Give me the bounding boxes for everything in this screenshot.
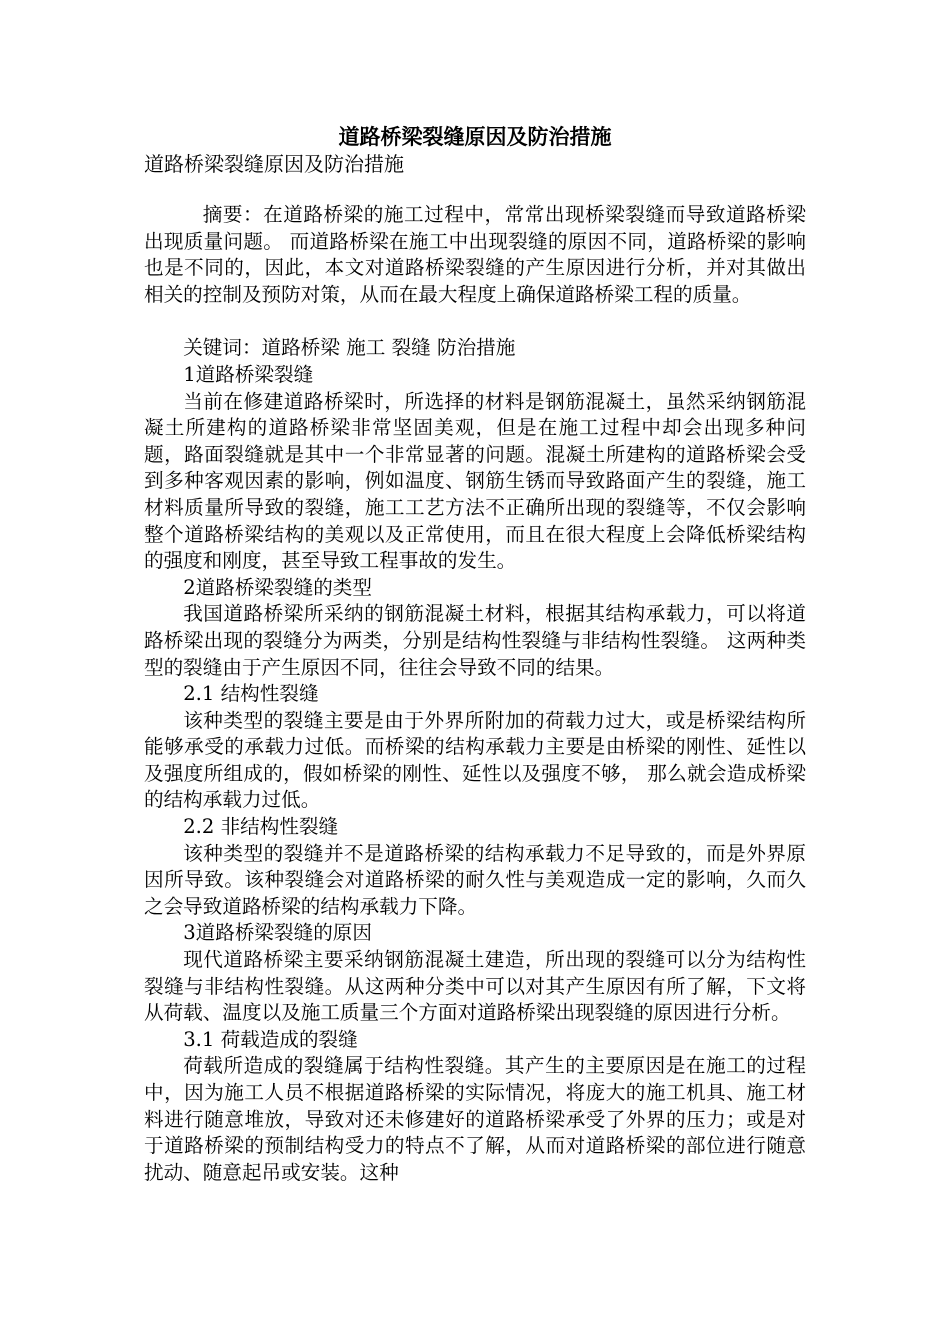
section-paragraph: 当前在修建道路桥梁时，所选择的材料是钢筋混凝土，虽然采纳钢筋混凝土所建构的道路桥梁非常坚固美观，但是在施工过程中却会出现多种问题，路面裂缝就是其中一个非常显著的问题。混凝土所建构的道路桥梁会受到多种客观因素的影响，例如温度、钢筋生锈而导致路面产生的裂缝，施工材料质量所导致的裂缝，施工工艺方法不正确所出现的裂缝等，不仅会影响整个道路桥梁结构的美观以及正常使用，而且在很大程度上会降低桥梁结构的强度和刚度，甚至导致工程事故的发生。 [144,389,806,573]
section-heading: 1道路桥梁裂缝 [183,362,314,386]
section-paragraph: 现代道路桥梁主要采纳钢筋混凝土建造，所出现的裂缝可以分为结构性裂缝与非结构性裂缝。从这两种分类中可以对其产生原因有所了解，下文将从荷载、温度以及施工质量三个方面对道路桥梁出现裂缝的原因进行分析。 [144,948,806,1025]
document-title: 道路桥梁裂缝原因及防治措施 [338,124,612,149]
paragraph-gap [144,308,806,335]
section-heading: 3.1 荷载造成的裂缝 [183,1027,358,1051]
section-heading: 2.2 非结构性裂缝 [183,815,339,839]
document-subtitle: 道路桥梁裂缝原因及防治措施 [144,152,404,176]
section-paragraph: 荷载所造成的裂缝属于结构性裂缝。其产生的主要原因是在施工的过程中，因为施工人员不根据道路桥梁的实际情况，将庞大的施工机具、施工材料进行随意堆放，导致对还未修建好的道路桥梁承受了外界的压力；或是对于道路桥梁的预制结构受力的特点不了解，从而对道路桥梁的部位进行随意扰动、随意起吊或安装。这种 [144,1054,806,1184]
section-paragraph: 该种类型的裂缝并不是道路桥梁的结构承载力不足导致的，而是外界原因所导致。该种裂缝会对道路桥梁的耐久性与美观造成一定的影响，久而久之会导致道路桥梁的结构承载力下降。 [144,841,806,918]
section-heading: 2道路桥梁裂缝的类型 [183,575,372,599]
section-heading: 3道路桥梁裂缝的原因 [183,921,372,945]
section-paragraph: 该种类型的裂缝主要是由于外界所附加的荷载力过大，或是桥梁结构所能够承受的承载力过低。而桥梁的结构承载力主要是由桥梁的刚性、延性以及强度所组成的，假如桥梁的刚性、延性以及强度不够， 那么就会造成桥梁的结构承载力过低。 [144,708,806,812]
keywords-line: 关键词：道路桥梁 施工 裂缝 防治措施 [183,336,516,360]
section-paragraph: 我国道路桥梁所采纳的钢筋混凝土材料，根据其结构承载力，可以将道路桥梁出现的裂缝分为两类，分别是结构性裂缝与非结构性裂缝。 这两种类型的裂缝由于产生原因不同，往往会导致不同的结果。 [144,602,806,679]
section-heading: 2.1 结构性裂缝 [183,682,319,706]
abstract-paragraph: 摘要：在道路桥梁的施工过程中，常常出现桥梁裂缝而导致道路桥梁出现质量问题。 而道路桥梁在施工中出现裂缝的原因不同，道路桥梁的影响也是不同的，因此，本文对道路桥梁裂缝的产生原因进行分析，并对其做出相关的控制及预防对策，从而在最大程度上确保道路桥梁工程的质量。 [144,203,806,306]
document-body [144,202,806,1186]
